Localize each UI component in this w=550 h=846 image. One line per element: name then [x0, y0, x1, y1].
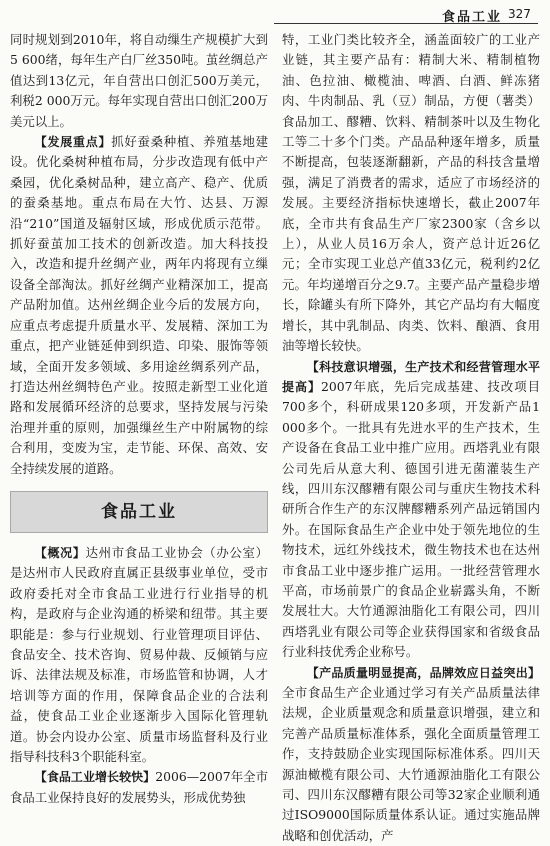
paragraph-growth: [10, 767, 268, 808]
right-column: [282, 30, 540, 846]
page-header: [0, 0, 550, 28]
text-growth: 2006—2007年全市食品工业保持良好的发展势头，形成优势独: [10, 769, 268, 805]
heading-growth: 【食品工业增长较快】: [34, 770, 156, 785]
paragraph-silk-plan: 同时规划到2010年，将自动缫生产规模扩大到5 600绪，每年生产白厂丝350吨。茧丝绸总产值达到13亿元，年自营出口创汇500万美元，利税2 000万元。每年实现自营出口创汇200万美元以上。: [10, 32, 268, 129]
page-number: 327: [508, 7, 531, 21]
paragraph-overview: [10, 543, 268, 767]
paragraph-technology: [282, 357, 540, 663]
heading-development-focus: 【发展重点】: [34, 135, 112, 150]
heading-quality: 【产品质量明显提高，品牌效应日益突出】: [306, 665, 540, 680]
section-title-food-industry: 食品工业: [10, 491, 268, 533]
paragraph-development-focus: [10, 132, 268, 479]
text-quality: 全市食品生产企业通过学习有关产品质量法律法规，企业质量观念和质量意识增强，建立和完善产品质量标准体系，强化全面质量管理工作，支持鼓励企业实现国际标准体系。四川天源油橄榄有限公司、大竹通源油脂化工有限公司、四川东汉醪糟有限公司等32家企业顺利通过ISO9000国际质量体系认证。通过实施品牌战略和创优活动，产: [282, 685, 540, 843]
text-overview: 达州市食品工业协会（办公室）是达州市人民政府直属正县级事业单位，受市政府委托对全市食品工业进行行业指导的机构，是政府与企业沟通的桥梁和纽带。其主要职能是：参与行业规划、行业管理项目评估、食品安全、技术咨询、贸易仲裁、反倾销与应诉、法律法规及标准，市场监管和协调，人才培训等方面的作用，保障食品企业的合法利益，使食品工业企业逐渐步入国际化管理轨道。协会内设办公室、质量市场监督科及行业指导科技科3个职能科室。: [10, 544, 268, 764]
left-column: [10, 30, 268, 808]
text-development-focus: 抓好蚕桑种植、养殖基地建设。优化桑树种植布局，分步改造现有低中产桑园，优化桑树品种，建立高产、稳产、优质的蚕桑基地。重点布局在大竹、达县、万源沿“210”国道及辐射区域，形成优质示范带。抓好蚕茧加工技术的创新改造。加大科技投入，改造和提升丝绸产业，两年内将现有立缫设备全部淘汰。抓好丝绸产业精深加工，提高产品附加值。达州丝绸企业今后的发展方向，应重点考虑提升质量水平、发展精、深加工为重点，把产业链延伸到织造、印染、服饰等领域，全面开发多领域、多用途丝绸系列产品，打造达州丝绸特色产业。按照走新型工业化道路和发展循环经济的总要求，坚持发展与污染治理并重的原则，加强缫丝生产中附属物的综合利用，变废为宝，走节能、环保、高效、安全持续发展的道路。: [10, 134, 268, 476]
paragraph-industry-chain: 特，工业门类比较齐全，涵盖面较广的工业产业链，其主要产品有：精制大米、精制植物油、色拉油、橄榄油、啤酒、白酒、鲜冻猪肉、牛肉制品、乳（豆）制品，方便（薯类）食品加工、醪糟、饮料、精制茶叶以及生物化工等二十多个门类。产品品种逐年增多，质量不断提高，包装逐渐翻新，产品的科技含量增强，满足了消费者的需求，适应了市场经济的发展。主要经济指标快速增长，截止2007年底，全市共有食品生产厂家2300家（含乡以上），从业人员16万余人，资产总计近26亿元；全市实现工业总产值33亿元，税利约2亿元。年均递增百分之9.7。主要产品产量稳步增长，除罐头有所下降外，其它产品均有大幅度增长，其中乳制品、肉类、饮料、酿酒、食用油等增长较快。: [282, 32, 540, 354]
text-technology: 2007年底，先后完成基建、技改项目700多个，科研成果120多项，开发新产品1 000多个。一批具有先进水平的生产技术，生产设备在食品工业中推广应用。西塔乳业有限公司先后从意大利、德国引进无菌灌装生产线，四川东汉醪糟有限公司与重庆生物技术科研所合作生产的东汉牌醪糟系列产品远销国内外。在国际食品生产企业中处于领先地位的生物技术，远红外线技术，微生物技术也在达州市食品工业中逐步推广运用。一批经营管理水平高，市场前景广的食品企业崭露头角，不断发展壮大。大竹通源油脂化工有限公司，四川西塔乳业有限公司等企业获得国家和省级食品行业科技优秀企业称号。: [282, 378, 540, 660]
header-rule: [274, 23, 538, 24]
heading-technology: 【科技意识增强，生产技术和经营管理水平提高】: [282, 359, 540, 394]
running-header-title: 食品工业: [442, 10, 503, 25]
paragraph-quality: [282, 663, 540, 846]
heading-overview: 【概况】: [34, 545, 86, 560]
